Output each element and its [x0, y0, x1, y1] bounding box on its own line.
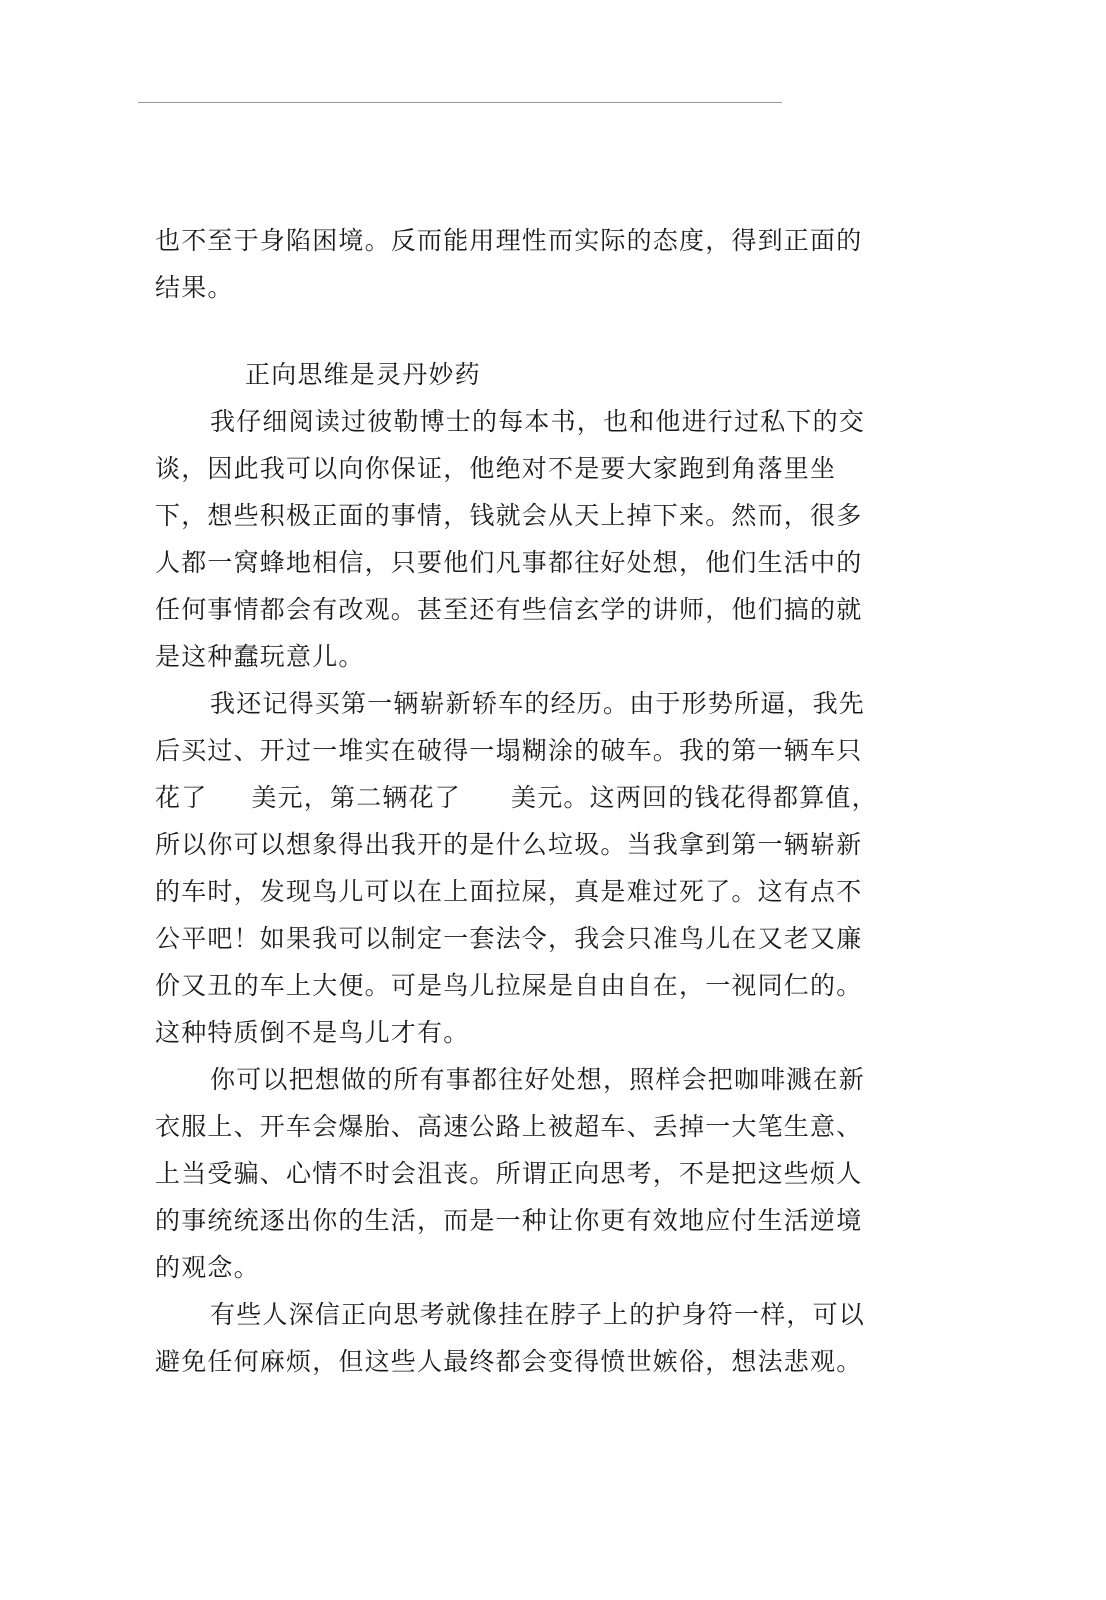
paragraph-line: 谈，因此我可以向你保证，他绝对不是要大家跑到角落里坐 [155, 454, 837, 483]
paragraph-line: 上当受骗、心情不时会沮丧。所谓正向思考，不是把这些烦人 [155, 1159, 863, 1188]
paragraph-line: 衣服上、开车会爆胎、高速公路上被超车、丢掉一大笔生意、 [155, 1112, 863, 1141]
paragraph-line: 你可以把想做的所有事都往好处想，照样会把咖啡溅在新 [210, 1065, 866, 1094]
paragraph-line: 的观念。 [155, 1253, 260, 1282]
paragraph-line: 是这种蠢玩意儿。 [155, 642, 365, 671]
text-segment: 美元。这两回的钱花得都算值， [511, 783, 878, 812]
paragraph-line: 公平吧！如果我可以制定一套法令，我会只准鸟儿在又老又廉 [155, 924, 863, 953]
paragraph-3 [155, 1056, 930, 1291]
paragraph-1 [155, 398, 930, 680]
paragraph-line: 这种特质倒不是鸟儿才有。 [155, 1018, 470, 1047]
paragraph-line: 的事统统逐出你的生活，而是一种让你更有效地应付生活逆境 [155, 1206, 863, 1235]
paragraph-line: 所以你可以想象得出我开的是什么垃圾。当我拿到第一辆崭新 [155, 830, 863, 859]
paragraph-line: 价又丑的车上大便。可是鸟儿拉屎是自由自在，一视同仁的。 [155, 971, 863, 1000]
section-title: 正向思维是灵丹妙药 [245, 360, 481, 389]
header-rule [138, 102, 782, 103]
paragraph-line: 下，想些积极正面的事情，钱就会从天上掉下来。然而，很多 [155, 501, 863, 530]
text-segment: 花了 [155, 783, 208, 812]
paragraph-line: 有些人深信正向思考就像挂在脖子上的护身符一样，可以 [210, 1300, 866, 1329]
paragraph-line: 后买过、开过一堆实在破得一塌糊涂的破车。我的第一辆车只 [155, 736, 863, 765]
intro-line: 结果。 [155, 273, 234, 302]
paragraph-line-with-gaps [155, 774, 930, 821]
paragraph-4 [155, 1291, 930, 1385]
paragraph-line: 的车时，发现鸟儿可以在上面拉屎，真是难过死了。这有点不 [155, 877, 863, 906]
intro-line: 也不至于身陷困境。反而能用理性而实际的态度，得到正面的 [155, 226, 863, 255]
paragraph-line: 避免任何麻烦，但这些人最终都会变得愤世嫉俗，想法悲观。 [155, 1347, 863, 1376]
paragraph-line: 我仔细阅读过彼勒博士的每本书，也和他进行过私下的交 [210, 407, 866, 436]
paragraph-line: 任何事情都会有改观。甚至还有些信玄学的讲师，他们搞的就 [155, 595, 863, 624]
text-segment: 美元，第二辆花了 [251, 783, 462, 812]
paragraph-line: 我还记得买第一辆崭新轿车的经历。由于形势所逼，我先 [210, 689, 866, 718]
paragraph-2 [155, 680, 930, 1056]
document-body [155, 217, 930, 1385]
paragraph-line: 人都一窝蜂地相信，只要他们凡事都往好处想，他们生活中的 [155, 548, 863, 577]
